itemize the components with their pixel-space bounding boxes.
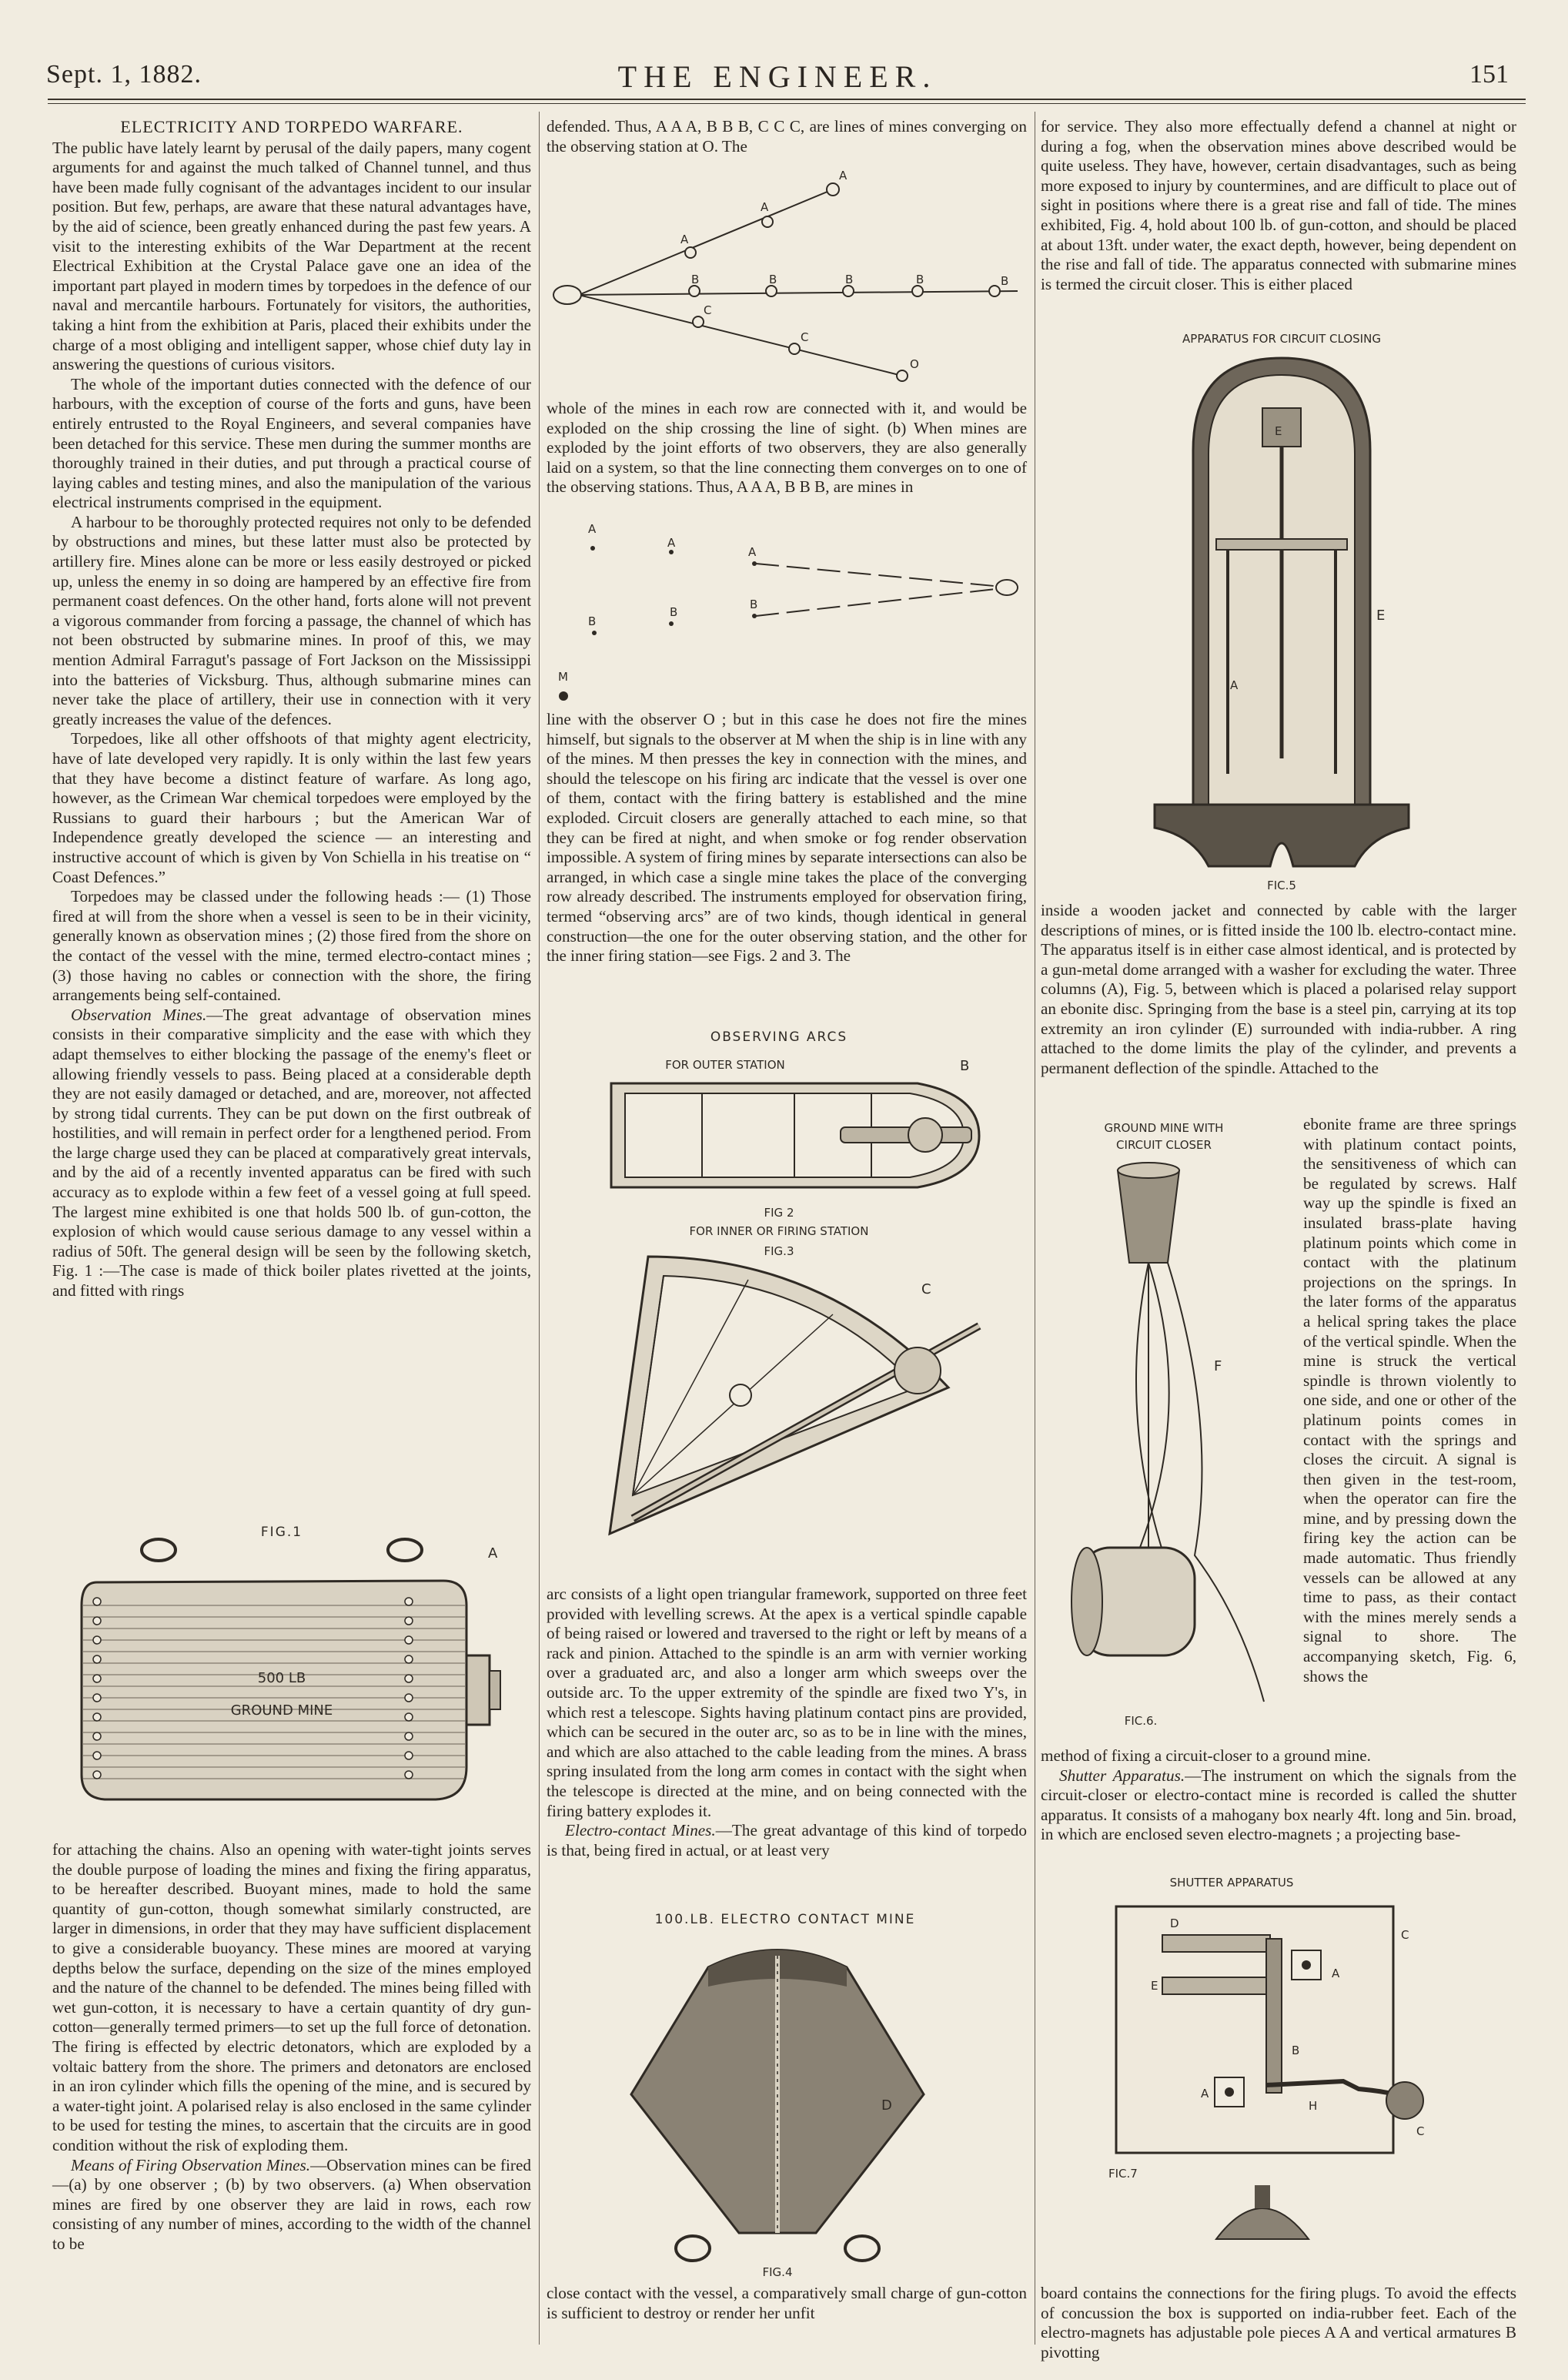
column-3-narrow (1303, 1115, 1516, 1686)
arcs-subtitle-inner: FOR INNER OR FIRING STATION (689, 1224, 869, 1238)
paragraph: arc consists of a light open triangular framework, supported on three feet provided with levelling screws. At the apex is a vertical spindle capable of being raised or lowered and traversed to the right or left by means of a rack and pinion. Attached to the spindle is an arm with vernier working over a graduated arc, and also a longer arm which sweeps over the outside arc. To the upper extremity of the spindle are fixed two Y's, in which rest a telescope. Sights having platinum contact pins are provided, which can be secured in the outer arc, so as to be in line with the mines, and which are also attached to the cable leading from the mines. A brass spring insulated from the long arm comes in contact with the sight when the telescope is directed at the mine, and on being connected with the firing battery explodes it. (547, 1585, 1027, 1820)
twoobs-label-a: A (748, 545, 757, 559)
paragraph: inside a wooden jacket and connected by cable with the larger descriptions of mines, or is fitted inside the 100 lb. electro-contact mine. The apparatus itself is in either case almost identical, and is protected by a gun-metal dome arranged with a washer for excluding the water. Three columns (A), Fig. 5, between which is placed a polarised relay support an ebonite disc. Springing from the base is a steel pin, carrying at its top extremity an iron cylinder (E) surrounded with india-rubber. A ring attached to the dome limits the play of the cylinder, and prevents a permanent deflection of the spindle. Attached to the (1041, 901, 1516, 1077)
column-1-top (52, 117, 531, 1301)
column-3-mid2 (1041, 1746, 1516, 1845)
column-2-bottom (547, 2284, 1027, 2323)
converge-label-b: B (1001, 274, 1009, 288)
fig5-label-e-side: E (1376, 608, 1386, 624)
column-3-bottom (1041, 2284, 1516, 2362)
twoobs-label-b: B (750, 598, 758, 611)
figure-converging-rows (548, 160, 1025, 391)
figure-two-observers (548, 517, 1025, 702)
subheading: Observation Mines. (71, 1005, 207, 1024)
fig7-label-b: B (1292, 2044, 1300, 2057)
fig1-caption: FIG.1 (260, 1525, 303, 1540)
fig4-caption: FIG.4 (762, 2265, 793, 2279)
fig1-text-ground-mine: GROUND MINE (230, 1702, 333, 1719)
fig7-label-c: C (1401, 1928, 1409, 1942)
fig7-label-h: H (1309, 2099, 1318, 2113)
fig7-title: SHUTTER APPARATUS (1169, 1876, 1294, 1890)
paragraph: ebonite frame are three springs with platinum contact points, the sensitiveness of which can be regulated by screws. Half way up the spindle is fixed an insulated brass-plate having platinum points which come in contact with the platinum projections on the springs. In the later forms of the apparatus a helical spring takes the place of the vertical spindle. When the mine is struck the vertical spindle is thrown violently to one side, and one or other of the platinum points comes in contact with the springs and closes the circuit. A signal is then given in the test-room, when the operator can fire the mine, and by pressing down the firing key the action can be made automatic. Thus friendly vessels can be allowed at any time to pass, as their contact with the mines merely sends a signal to shore. The accompanying sketch, Fig. 6, shows the (1303, 1115, 1516, 1685)
paragraph: The whole of the important duties connected with the defence of our harbours, with the exception of course of the forts and guns, have been entirely entrusted to the Royal Engineers, and several companies have been detached for this service. These men during the summer months are thoroughly trained in their duties, and put through a practical course of laying cables and testing mines, and also the manipulation of the various electrical instruments comprised in the equipment. (52, 374, 531, 512)
header-title: THE ENGINEER. (617, 59, 938, 94)
fig2-caption: FIG 2 (764, 1206, 794, 1220)
header-date: Sept. 1, 1882. (46, 60, 202, 89)
column-rule-1 (539, 112, 540, 2345)
paragraph: for attaching the chains. Also an opening with water-tight joints serves the double purpose of loading the mines and fixing the firing apparatus, to be hereafter described. Buoyant mines, made to hold the same quantity of gun-cotton, though somewhat similarly constructed, are larger in dimensions, in order that they may have sufficient displacement to give a considerable buoyancy. These mines are moored at varying depths below the surface, depending on the size of the mines employed and the nature of the channel to be defended. The mines being filled with wet gun-cotton, it is necessary to have a certain quantity of dry gun-cotton—generally termed primers—to set up the full force of detonation. The firing is effected by electric detonators, which are exploded by a voltaic battery from the shore. The primers and detonators are enclosed in an iron cylinder which fills the opening of the mine, and is secured by a water-tight joint. A polarised relay is also enclosed in the same cylinder to be used for testing the mines, to ascertain that the circuits are in good condition without the risk of exploding them. (52, 1840, 531, 2154)
converge-label-b: B (916, 273, 924, 286)
paragraph: Observation Mines.—The great advantage of observation mines consists in their comparative simplicity and the ease with which they adapt themselves to either blocking the passage of the enemy's fleet or allowing friendly vessels to pass. Being placed at a considerable depth they are not easily damaged or detached, and are, moreover, not affected by strong tidal currents. They can be put down on the first outbreak of hostilities, and will remain in perfect order for a lengthened period. From the large charge used they can be placed at comparatively great intervals, and by the aid of a recently invented apparatus can be fired with such accuracy as to explode within a few feet of a vessel going at full speed. The largest mine exhibited is one that holds 500 lb. of gun-cotton, the explosion of which would cause serious damage to any vessel within a radius of 50ft. The general design will be seen by the following sketch, Fig. 1 :—The case is made of thick boiler plates rivetted at the joints, and fitted with rings (52, 1005, 531, 1300)
figure-4-electro-contact-mine (585, 1910, 985, 2279)
fig5-label-a: A (1230, 678, 1239, 692)
paragraph: A harbour to be thoroughly protected requires not only to be defended by obstructions and mines, but these latter must also be protected by artillery fire. Mines alone can be more or less easily destroyed or picked up, unless the enemy in so doing are hampered by an effective fire from permanent coast defences. On the other hand, forts alone will not prevent a vigorous commander from forcing a passage, the channel of which has not been obstructed by submarine mines. In proof of this, we may mention Admiral Farragut's passage of Fort Jackson on the Mississippi into the batteries of Vicksburg. Thus, although submarine mines can never take the place of artillery, their use in connection with it very greatly increases the value of the defences. (52, 512, 531, 728)
column-2-top (547, 117, 1027, 156)
twoobs-label-b: B (670, 605, 678, 619)
twoobs-label-a: A (667, 536, 676, 550)
twoobs-label-a: A (588, 522, 597, 536)
converge-label-b: B (845, 273, 854, 286)
header-rule-thin (48, 103, 1526, 104)
paragraph: Torpedoes may be classed under the following heads :— (1) Those fired at will from the shore when a vessel is seen to be in their vicinity, generally known as observation mines ; (2) those fired from the shore on the contact of the vessel with the mine, termed electro-contact mines ; (3) those having no cables or connection with the shore, the firing arrangements being self-contained. (52, 887, 531, 1005)
fig7-label-d: D (1170, 1916, 1179, 1930)
header-page-number: 151 (1469, 60, 1509, 89)
fig7-caption: FIC.7 (1108, 2167, 1138, 2181)
paragraph: method of fixing a circuit-closer to a ground mine. (1041, 1746, 1371, 1765)
converge-label-a: A (761, 200, 769, 214)
subheading: Shutter Apparatus. (1059, 1766, 1185, 1785)
arcs-title: OBSERVING ARCS (710, 1029, 848, 1045)
converge-label-c: C (801, 330, 809, 344)
twoobs-label-m: M (558, 670, 568, 684)
fig5-label-e-top: E (1275, 424, 1282, 438)
figure-5-circuit-closer (1062, 327, 1501, 897)
fig5-caption: FIC.5 (1267, 879, 1296, 892)
fig6-title-1: GROUND MINE WITH (1104, 1121, 1224, 1135)
twoobs-label-b: B (588, 614, 597, 628)
fig6-label-f: F (1214, 1358, 1222, 1374)
arcs-label-c: C (921, 1281, 931, 1297)
paragraph: close contact with the vessel, a comparatively small charge of gun-cotton is sufficient to destroy or render her unfit (547, 2284, 1027, 2322)
column-1-bottom (52, 1840, 531, 2254)
page-header (46, 60, 1509, 99)
converge-label-a: A (680, 233, 689, 246)
fig3-caption: FIG.3 (764, 1244, 794, 1258)
column-3-top (1041, 117, 1516, 294)
arcs-label-b: B (960, 1058, 970, 1074)
subheading: Means of Firing Observation Mines. (71, 2155, 311, 2174)
fig7-label-c: C (1416, 2124, 1425, 2138)
article-title: ELECTRICITY AND TORPEDO WARFARE. (120, 117, 463, 136)
paragraph: for service. They also more effectually defend a channel at night or during a fog, when the observation mines above described would be quite useless. They have, however, certain disadvantages, such as being more exposed to injury by countermines, and are difficult to place out of sight in positions where there is a great rise and fall of tide. The mines exhibited, Fig. 4, hold about 100 lb. of gun-cotton, and should be placed at about 13ft. under water, the exact depth, however, being dependent on the rise and fall of tide. The apparatus connected with submarine mines is termed the circuit closer. This is either placed (1041, 117, 1516, 293)
paragraph: defended. Thus, A A A, B B B, C C C, are lines of mines converging on the observing station at O. The (547, 117, 1027, 156)
column-2-mid2 (547, 710, 1027, 966)
paragraph: line with the observer O ; but in this case he does not fire the mines himself, but signals to the observer at M when the ship is in line with any of the mines. M then presses the key in connection with the mines, and should the telescope on his firing arc indicate that the vessel is over one of them, contact with the firing battery is established and the mine exploded. Circuit closers are generally attached to each mine, so that they can be fired at night, and when smoke or fog render observation impossible. A system of firing mines by separate intersections can also be arranged, in which case a single mine takes the place of the converging row already described. The instruments employed for observation firing, termed “observing arcs” are of two kinds, though identical in general construction—the one for the outer observing station, and the other for the inner firing station—see Figs. 2 and 3. The (547, 710, 1027, 966)
paragraph: The public have lately learnt by perusal of the daily papers, many cogent arguments for and against the much talked of Channel tunnel, and thus have been made fully cognisant of the advantages incident to our insular position. But few, perhaps, are aware that these natural advantages have, by the aid of science, been greatly enhanced during the past few years. A visit to the interesting exhibits of the War Department at the recent Electrical Exhibition at the Crystal Palace gave one an idea of the important part played in modern times by torpedoes in the defence of our naval and mercantile harbours. Fortunately for visitors, the authorities, taking a hint from the exhibition at Paris, placed their exhibits under the charge of a most obliging and intelligent sapper, whose chief duty lay in answering the questions of curious visitors. (52, 138, 531, 374)
fig6-caption: FIC.6. (1124, 1714, 1158, 1728)
figure-observing-arcs (548, 1026, 1025, 1565)
fig7-label-e: E (1151, 1979, 1158, 1993)
fig4-title: 100.LB. ELECTRO CONTACT MINE (654, 1912, 916, 1927)
figure-1-ground-mine (66, 1521, 528, 1829)
figure-6-ground-mine-with-circuit-closer (1041, 1116, 1302, 1748)
converge-label-b: B (691, 273, 700, 286)
paragraph: whole of the mines in each row are connected with it, and would be exploded on the ship crossing the line of sight. (b) When mines are exploded by the joint efforts of two observers, they are also generally laid on a system, so that the line connecting them converges on to one of the observing stations. Thus, A A A, B B B, are mines in (547, 399, 1027, 497)
fig5-title: APPARATUS FOR CIRCUIT CLOSING (1182, 332, 1381, 346)
column-3-mid1 (1041, 901, 1516, 1078)
converge-label-c: C (704, 303, 712, 317)
paragraph: Torpedoes, like all other offshoots of that mighty agent electricity, have of late developed very rapidly. It is only within the last few years that they have become a distinct feature of warfare. As long ago, however, as the Crimean War chemical torpedoes were employed by the Russians to guard their harbours ; but the American War of Independence greatly developed the science — an interesting and instructive account of which is given by Von Schiella in his treatise on “ Coast Defences.” (52, 729, 531, 886)
column-2-mid3 (547, 1585, 1027, 1860)
converge-label-a: A (839, 169, 848, 182)
header-rule (48, 99, 1526, 100)
fig7-label-a: A (1201, 2087, 1209, 2100)
paragraph: Electro-contact Mines.—The great advantage of this kind of torpedo is that, being fired in actual, or at least very (547, 1821, 1027, 1859)
fig7-label-a: A (1332, 1967, 1340, 1980)
fig6-title-2: CIRCUIT CLOSER (1116, 1138, 1212, 1152)
fig1-text-500lb: 500 LB (257, 1670, 306, 1686)
fig1-label-a: A (488, 1545, 498, 1562)
subheading: Electro-contact Mines. (565, 1821, 716, 1840)
paragraph: board contains the connections for the firing plugs. To avoid the effects of concussion the box is supported on india-rubber feet. Each of the electro-magnets has adjustable pole pieces A A and vertical armatures B pivotting (1041, 2284, 1516, 2362)
converge-label-b: B (769, 273, 777, 286)
figure-7-shutter-apparatus (1078, 1870, 1493, 2264)
paragraph: Shutter Apparatus.—The instrument on which the signals from the circuit-closer or electro-contact mine is recorded is called the shutter apparatus. It consists of a mahogany box nearly 4ft. long and 5in. broad, in which are enclosed seven electro-magnets ; a projecting base- (1041, 1766, 1517, 1844)
converge-label-o: O (910, 357, 919, 371)
fig4-label-d: D (881, 2097, 892, 2114)
paragraph: Means of Firing Observation Mines.—Observation mines can be fired—(a) by one observer ; (b) by two observers. (a) When observation mines are fired by one observer they are laid in rows, each row consisting of any number of mines, according to the width of the channel to be (52, 2155, 531, 2253)
column-2-mid1 (547, 399, 1027, 497)
arcs-subtitle-outer: FOR OUTER STATION (665, 1058, 785, 1072)
